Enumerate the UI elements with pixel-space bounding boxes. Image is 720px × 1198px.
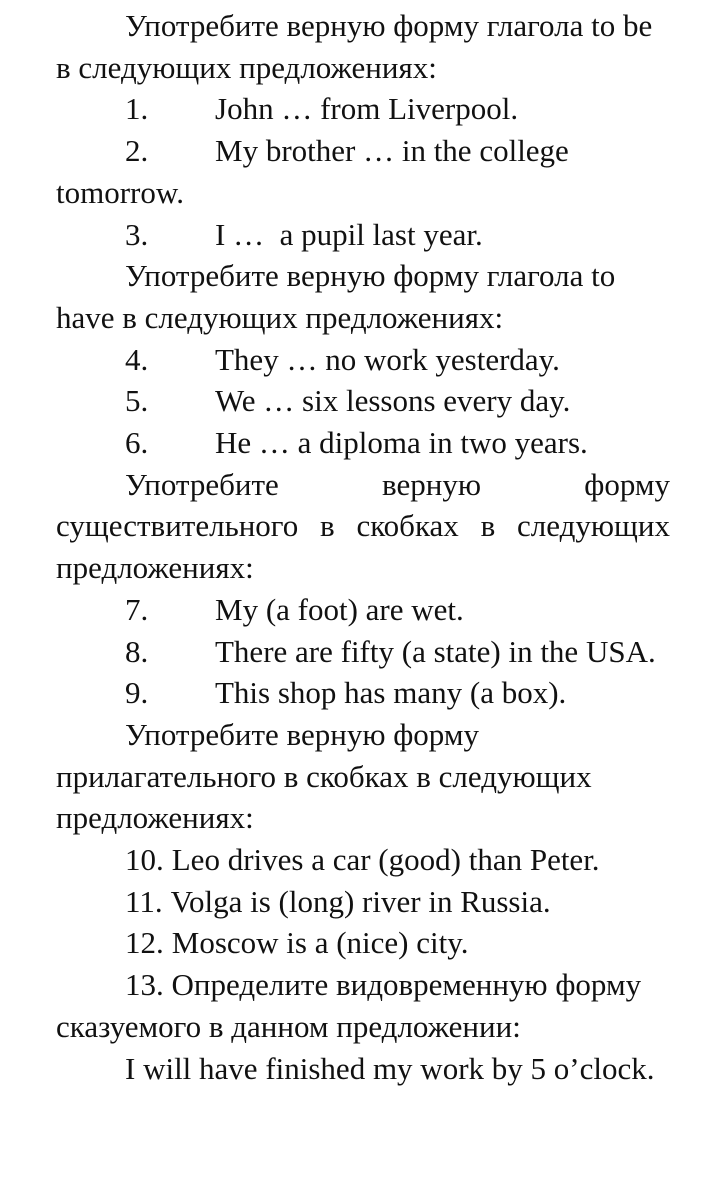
- item-text: Leo drives a car (good) than Peter.: [171, 842, 600, 878]
- item-text: John … from Liverpool.: [215, 91, 519, 127]
- list-item: [56, 839, 670, 881]
- instruction-text: Употребите верную форму глагола to have в следующих предложениях:: [56, 258, 616, 335]
- item-text: My brother … in the college tomorrow.: [56, 133, 569, 210]
- list-item: [56, 922, 670, 964]
- list-item: [56, 672, 670, 714]
- task-13-instruction: [56, 964, 670, 1047]
- instruction-to-have: [56, 255, 670, 338]
- item-number: 9.: [125, 675, 149, 711]
- item-number: 13.: [125, 967, 164, 1003]
- list-item: [56, 130, 670, 213]
- list-item: [56, 88, 670, 130]
- list-item: [56, 380, 670, 422]
- instruction-noun: [56, 464, 670, 589]
- list-item: [56, 422, 670, 464]
- item-number: 1.: [125, 91, 149, 127]
- item-text: Moscow is a (nice) city.: [171, 925, 469, 961]
- instruction-text: Употребите верную форму прилагательного в скобках в следующих предложениях:: [56, 716, 592, 836]
- list-item: [56, 589, 670, 631]
- item-text: We … six lessons every day.: [215, 383, 571, 419]
- instruction-to-be: [56, 5, 670, 88]
- item-number: 7.: [125, 591, 149, 627]
- item-number: 8.: [125, 633, 149, 669]
- exercise-document: [56, 5, 670, 1089]
- item-text: They … no work yesterday.: [215, 341, 560, 377]
- item-text: There are fifty (a state) in the USA.: [215, 633, 656, 669]
- sentence-text: I will have finished my work by 5 o’clock.: [125, 1050, 655, 1086]
- instruction-text: Употребите верную форму существительного в скобках в следующих предложениях:: [56, 466, 670, 586]
- list-item: [56, 214, 670, 256]
- instruction-adjective: [56, 714, 670, 839]
- instruction-text: Употребите верную форму глагола to be в следующих предложениях:: [56, 8, 653, 85]
- item-number: 11.: [125, 883, 163, 919]
- item-text: My (a foot) are wet.: [215, 591, 464, 627]
- item-text: I … a pupil last year.: [215, 216, 483, 252]
- item-number: 2.: [125, 133, 149, 169]
- item-number: 4.: [125, 341, 149, 377]
- item-number: 10.: [125, 842, 164, 878]
- list-item: [56, 631, 670, 673]
- item-number: 6.: [125, 425, 149, 461]
- item-text: This shop has many (a box).: [215, 675, 567, 711]
- item-text: He … a diploma in two years.: [215, 425, 588, 461]
- instruction-text: Определите видовременную форму сказуемого в данном предложении:: [56, 967, 642, 1044]
- item-text: Volga is (long) river in Russia.: [170, 883, 551, 919]
- item-number: 5.: [125, 383, 149, 419]
- item-number: 3.: [125, 216, 149, 252]
- list-item: [56, 339, 670, 381]
- task-13-sentence: [56, 1048, 670, 1090]
- item-number: 12.: [125, 925, 164, 961]
- list-item: [56, 881, 670, 923]
